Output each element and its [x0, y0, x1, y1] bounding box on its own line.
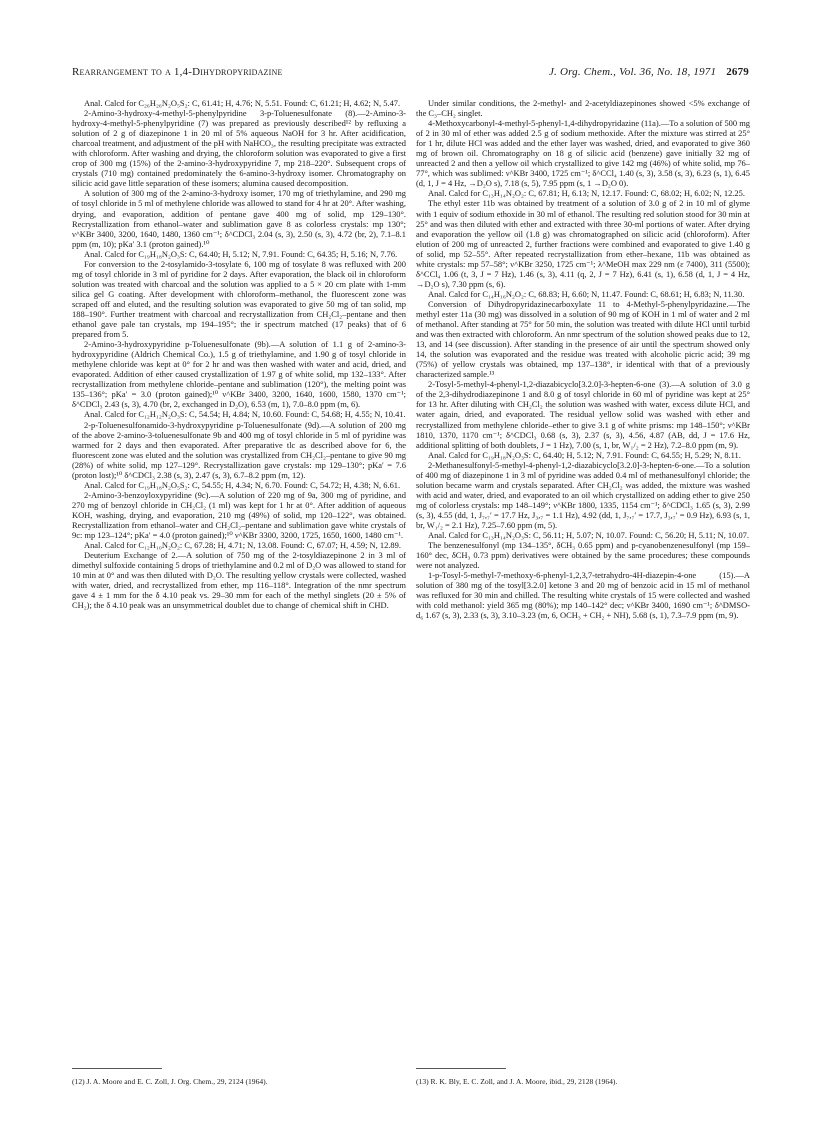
paragraph: 4-Methoxycarbonyl-4-methyl-5-phenyl-1,4-dihydropyridazine (11a).—To a solution of 500 mg of 2 in 30 ml of ether was added 2.5 g of sodium methoxide. After the mixture was stirred at 25° for 1 hr, dilute HCl was added and the ether layer was washed, dried, and evaporated to give 360 mg of brown oil. Chromatography on 18 g of silicic acid (benzene) gave initially 32 mg of unreacted 2 and then a yellow oil which crystallized to give 142 mg (46%) of white solid, mp 76–77°, which was sublimed: ν^KBr 3400, 1725 cm⁻¹; δ^CCl₄ 1.40 (s, 3), 3.58 (s, 3), 6.23 (s, 1), 6.45 (d, 1, J = 4 Hz, →D₂O s), 7.18 (s, 5), 7.95 ppm (s, 1 →D₂O 0). — [416, 118, 750, 189]
paragraph: Anal. Calcd for C₁₃H₁₄N₂O₃S: C, 56.11; H, 5.07; N, 10.07. Found: C, 56.20; H, 5.11; N, 10.07. — [428, 530, 750, 541]
footnote-12: (12) J. A. Moore and E. C. Zoll, J. Org. Chem., 29, 2124 (1964). — [72, 1077, 268, 1086]
paragraph: The ethyl ester 11b was obtained by treatment of a solution of 3.0 g of 2 in 10 ml of glyme with 1 equiv of sodium ethoxide in 30 ml of ethanol. The resulting red solution stood for 30 min at 25° and was then diluted with ether and extracted with three 30-ml portions of water. After drying and evaporation the yellow oil (1.8 g) was chromatographed on silicic acid (chloroform). After elution of 200 mg of unreacted 2, further fractions were combined and evaporated to give 1.40 g of solid, mp 52–55°. After repeated recrystallization from ether–hexane, 11b was obtained as white crystals: mp 57–58°; ν^KBr 3250, 1725 cm⁻¹; λ^MeOH max 229 nm (ε 7400), 311 (5500); δ^CCl₄ 1.06 (t, 3, J = 7 Hz), 1.46 (s, 3), 4.11 (q, 2, J = 7 Hz), 6.41 (s, 1), 6.58 (d, 1, J = 4 Hz, →D₂O s), 7.30 ppm (s, 6). — [416, 198, 750, 289]
paragraph: 2-Amino-3-benzoyloxypyridine (9c).—A solution of 220 mg of 9a, 300 mg of pyridine, and 270 mg of benzoyl chloride in CH₂Cl₂ (1 ml) was kept for 1 hr at 0°. After addition of aqueous KOH, washing, drying, and evaporation, 210 mg (49%) of solid, mp 120–122°, was obtained. Recrystallization from ethanol–water and CH₂Cl₂–pentane and sublimation gave white crystals of 9c: mp 123–124°; pKa′ = 4.0 (proton gained);¹⁰ ν^KBr 3300, 3200, 1725, 1650, 1600, 1480 cm⁻¹. — [72, 489, 406, 541]
page-number: 2679 — [726, 66, 749, 78]
paragraph: Anal. Calcd for C₁₃H₁₄N₂O₂: C, 67.81; H, 6.13; N, 12.17. Found: C, 68.02; H, 6.02; N, 12.25. — [428, 188, 745, 199]
paragraph: Anal. Calcd for C₁₄H₁₆N₂O₂: C, 68.83; H, 6.60; N, 11.47. Found: C, 68.61; H, 6.83; N, 11.30. — [428, 288, 745, 299]
paragraph: 2-Amino-3-hydroxy-4-methyl-5-phenylpyridine 3-p-Toluenesulfonate (8).—2-Amino-3-hydroxy-4-methyl-5-phenylpyridine (7) was prepared as previously described¹² by refluxing a solution of 2 g of diazepinone 1 in 20 ml of 5% aqueous NaOH for 3 hr. After acidification, charcoal treatment, and adjustment of the pH with NaHCO₃, the resulting precipitate was extracted with chloroform. After washing and drying, the chloroform solution was evaporated to give a first crop of 300 mg (15%) of the 2-amino-3-hydroxypyridine 7, mp 218–220°. Subsequent crops of crystals (710 mg) contained predominately the 6-amino-3-hydroxy isomer. Chromatography on silicic acid gave little separation of these isomers; alumina caused decomposition. — [72, 108, 406, 189]
paragraph: For conversion to the 2-tosylamido-3-tosylate 6, 100 mg of tosylate 8 was refluxed with 200 mg of tosyl chloride in 3 ml of pyridine for 2 days. After evaporation, the black oil in chloroform solution was treated with charcoal and the solution was applied to a 5 × 20 cm plate with 1-mm silica gel G coating. After development with chloroform–methanol, the fluorescent zone was scraped off and eluted, and the resulting solution was evaporated to give 50 mg of tan solid, mp 188–190°. Further treatment with charcoal and recrystallization from CH₂Cl₂–pentane and then ethanol gave pale tan crystals, mp 194–195°; the ir spectrum matched (17 peaks) that of 6 prepared from 5. — [72, 258, 406, 340]
footnote-13: (13) R. K. Bly, E. C. Zoll, and J. A. Moore, ibid., 29, 2128 (1964). — [416, 1077, 618, 1086]
left-column — [72, 98, 406, 610]
right-column — [416, 98, 750, 620]
paragraph: 1-p-Tosyl-5-methyl-7-methoxy-6-phenyl-1,2,3,7-tetrahydro-4H-diazepin-4-one (15).—A solution of 380 mg of the tosyl[3.2.0] ketone 3 and 20 mg of benzoic acid in 15 ml of methanol was refluxed for 30 min and chilled. The resulting white crystals of 15 were collected and washed with cold methanol: yield 365 mg (80%); mp 140–142° dec; ν^KBr 3400, 1690 cm⁻¹; δ^DMSO-d₆ 1.67 (s, 3), 2.33 (s, 3), 3.10–3.23 (m, 6, OCH₃ + CH₂ + NH), 5.68 (s, 1), 7.3–7.9 ppm (m, 9). — [416, 570, 750, 621]
paragraph: 2-p-Toluenesulfonamido-3-hydroxypyridine p-Toluenesulfonate (9d).—A solution of 200 mg of the above 2-amino-3-toluenesulfonate 9b and 400 mg of tosyl chloride in 5 ml of pyridine was warmed for 2 days and then evaporated. After preparative tlc as described above for 6, the fluorescent zone was eluted and the solution was crystallized from CH₂Cl₂–pentane to give 90 mg (28%) of white solid, mp 127–129°. Recrystallization gave crystals: mp 129–130°; pKa′ = 7.6 (proton lost);¹⁰ δ^CDCl₃ 2.38 (s, 3), 2.47 (s, 3), 6.7–8.2 ppm (m, 12). — [72, 419, 406, 480]
paragraph: Anal. Calcd for C₁₉H₁₈N₂O₅S₂: C, 54.55; H, 4.34; N, 6.70. Found: C, 54.72; H, 4.38; N, 6.61. — [84, 479, 401, 490]
paragraph: Anal. Calcd for C₁₂H₁₀N₂O₂: C, 67.28; H, 4.71; N, 13.08. Found: C, 67.07; H, 4.59; N, 12.89. — [84, 540, 401, 551]
journal-citation — [549, 66, 749, 78]
paragraph: 2-Tosyl-5-methyl-4-phenyl-1,2-diazabicyclo[3.2.0]-3-hepten-6-one (3).—A solution of 3.0 g of the 2,3-dihydrodiazepinone 1 and 8.0 g of tosyl chloride in 60 ml of pyridine was kept at 25° for 13 hr. After diluting with CH₂Cl₂ the solution was washed with water, excess dilute HCl, and water again, dried, and evaporated. The residual yellow solid was washed with ether and recrystallized from methylene chloride–ether to give 3.1 g of white prisms: mp 148–150°; ν^KBr 1810, 1370, 1170 cm⁻¹; δ^CDCl₃ 0.68 (s, 3), 2.37 (s, 3), 4.56, 4.87 (AB, dd, J = 17.6 Hz, additional splitting of both doublets, J = 1 Hz), 7.00 (s, 1, br, W₁/₂ = 2 Hz), 7.2–8.0 ppm (m, 9). — [416, 379, 750, 450]
paragraph: Anal. Calcd for C₁₉H₁₈N₂O₃S: C, 64.40; H, 5.12; N, 7.91. Found: C, 64.35; H, 5.16; N, 7.76. — [84, 248, 398, 259]
paragraph: Anal. Calcd for C₁₉H₁₈N₂O₃S: C, 64.40; H, 5.12; N, 7.91. Found: C, 64.55; H, 5.29; N, 8.11. — [428, 449, 741, 460]
paragraph: The benzenesulfonyl (mp 134–135°, δCH₃ 0.65 ppm) and p-cyanobenzenesulfonyl (mp 159–160° dec, δCH₃ 0.73 ppm) derivatives were obtained by the same procedures; these compounds were not analyzed. — [416, 540, 750, 571]
footnote-rule-right — [416, 1068, 506, 1069]
footnote-rule-left — [72, 1068, 162, 1069]
paragraph: Anal. Calcd for C₁₂H₁₂N₂O₃S: C, 54.54; H, 4.84; N, 10.60. Found: C, 54.68; H, 4.55; N, 10.41. — [84, 409, 406, 420]
paragraph: 2-Amino-3-hydroxypyridine p-Toluenesulfonate (9b).—A solution of 1.1 g of 2-amino-3-hydroxypyridine (Aldrich Chemical Co.), 1.5 g of triethylamine, and 1.90 g of tosyl chloride in methylene chloride was kept at 0° for 2 hr and was then washed with water and acid, dried, and evaporated. Addition of ether caused crystallization of 1.97 g of white solid, mp 132–133°. After recrystallization from methylene chloride–pentane and sublimation (120°), the melting point was 135–136°; pKa′ = 3.0 (proton gained);¹⁰ ν^KBr 3400, 3200, 1640, 1600, 1580, 1370 cm⁻¹; δ^CDCl₃ 2.43 (s, 3), 4.70 (br, 2, exchanged in D₂O), 6.53 (m, 1), 7.0–8.0 ppm (m, 6). — [72, 339, 406, 410]
paragraph: 2-Methanesulfonyl-5-methyl-4-phenyl-1,2-diazabicyclo[3.2.0]-3-hepten-6-one.—To a solution of 400 mg of diazepinone 1 in 3 ml of pyridine was added 0.4 ml of methanesulfonyl chloride; the solution became warm and crystals separated. After CH₂Cl₂ was added, the mixture was washed with acid and water, dried, and evaporated to an oil which crystallized on adding ether to give 250 mg of colorless crystals: mp 148–149°; ν^KBr 1800, 1335, 1154 cm⁻¹; δ^CDCl₃ 1.65 (s, 3), 2.99 (s, 3), 4.55 (dd, 1, J₇,₇′ = 17.7 Hz, J₃,₇ = 1.1 Hz), 4.92 (dd, 1, J₇,₇′ = 17.7, J₃,₇′ = 0.9 Hz), 6.93 (s, 1, br, W₁/₂ = 2.1 Hz), 7.25–7.60 ppm (m, 5). — [416, 459, 750, 530]
paragraph: A solution of 300 mg of the 2-amino-3-hydroxy isomer, 170 mg of triethylamine, and 290 mg of tosyl chloride in 5 ml of methylene chloride was allowed to stand for 4 hr at 20°. After washing, drying, and evaporation, addition of pentane gave 400 mg of solid, mp 129–130°. Recrystallization from ethanol–water and sublimation gave 8 as colorless crystals: mp 130°; ν^KBr 3400, 3200, 1640, 1480, 1360 cm⁻¹; δ^CDCl₃ 2.04 (s, 3), 2.50 (s, 3), 4.72 (br, 2), 7.1–8.1 ppm (m, 10); pKa′ 3.1 (proton gained).¹⁰ — [72, 188, 406, 249]
paragraph: Anal. Calcd for C₂₆H₂₆N₂O₅S₂: C, 61.41; H, 4.76; N, 5.51. Found: C, 61.21; H, 4.62; N, 5.47. — [84, 98, 401, 108]
running-title: Rearrangement to a 1,4-Dihydropyridazine — [72, 66, 283, 78]
paragraph: Deuterium Exchange of 2.—A solution of 750 mg of the 2-tosyldiazepinone 2 in 3 ml of dimethyl sulfoxide containing 5 drops of triethylamine and 0.2 ml of D₂O was allowed to stand for 10 min at 0° and was then diluted with D₂O. The resulting yellow crystals were collected, washed with water, dried, and recrystallized from ether, mp 116–118°. Integration of the nmr spectrum gave 4 ± 1 mm for the δ 4.10 peak vs. 29–30 mm for each of the methyl singlets (20 ± 5% of CH₂); the δ 4.10 peak was an unsymmetrical doublet due to change of chemical shift in CHD. — [72, 550, 406, 611]
journal-name: J. Org. Chem., Vol. 36, No. 18, 1971 — [548, 66, 717, 78]
paragraph: Conversion of Dihydropyridazinecarboxylate 11 to 4-Methyl-5-phenylpyridazine.—The methyl ester 11a (30 mg) was dissolved in a solution of 90 mg of KOH in 1 ml of water and 2 ml of methanol. After standing at 75° for 50 min, the solution was treated with dilute HCl until turbid and was then extracted with chloroform. An nmr spectrum of the solution showed peaks due to 12, 13, and 14 (see discussion). After standing in the presence of air until the spectrum showed only 14, the solution was evaporated and the residue was treated with alcoholic picric acid; 39 mg (75%) of yellow crystals was obtained, mp 137–138°, ir identical with that of a previously characterized sample.¹³ — [416, 298, 750, 380]
running-header — [72, 66, 749, 82]
paragraph: Under similar conditions, the 2-methyl- and 2-acetyldiazepinones showed <5% exchange of the C₃–CH₂ singlet. — [416, 98, 750, 119]
